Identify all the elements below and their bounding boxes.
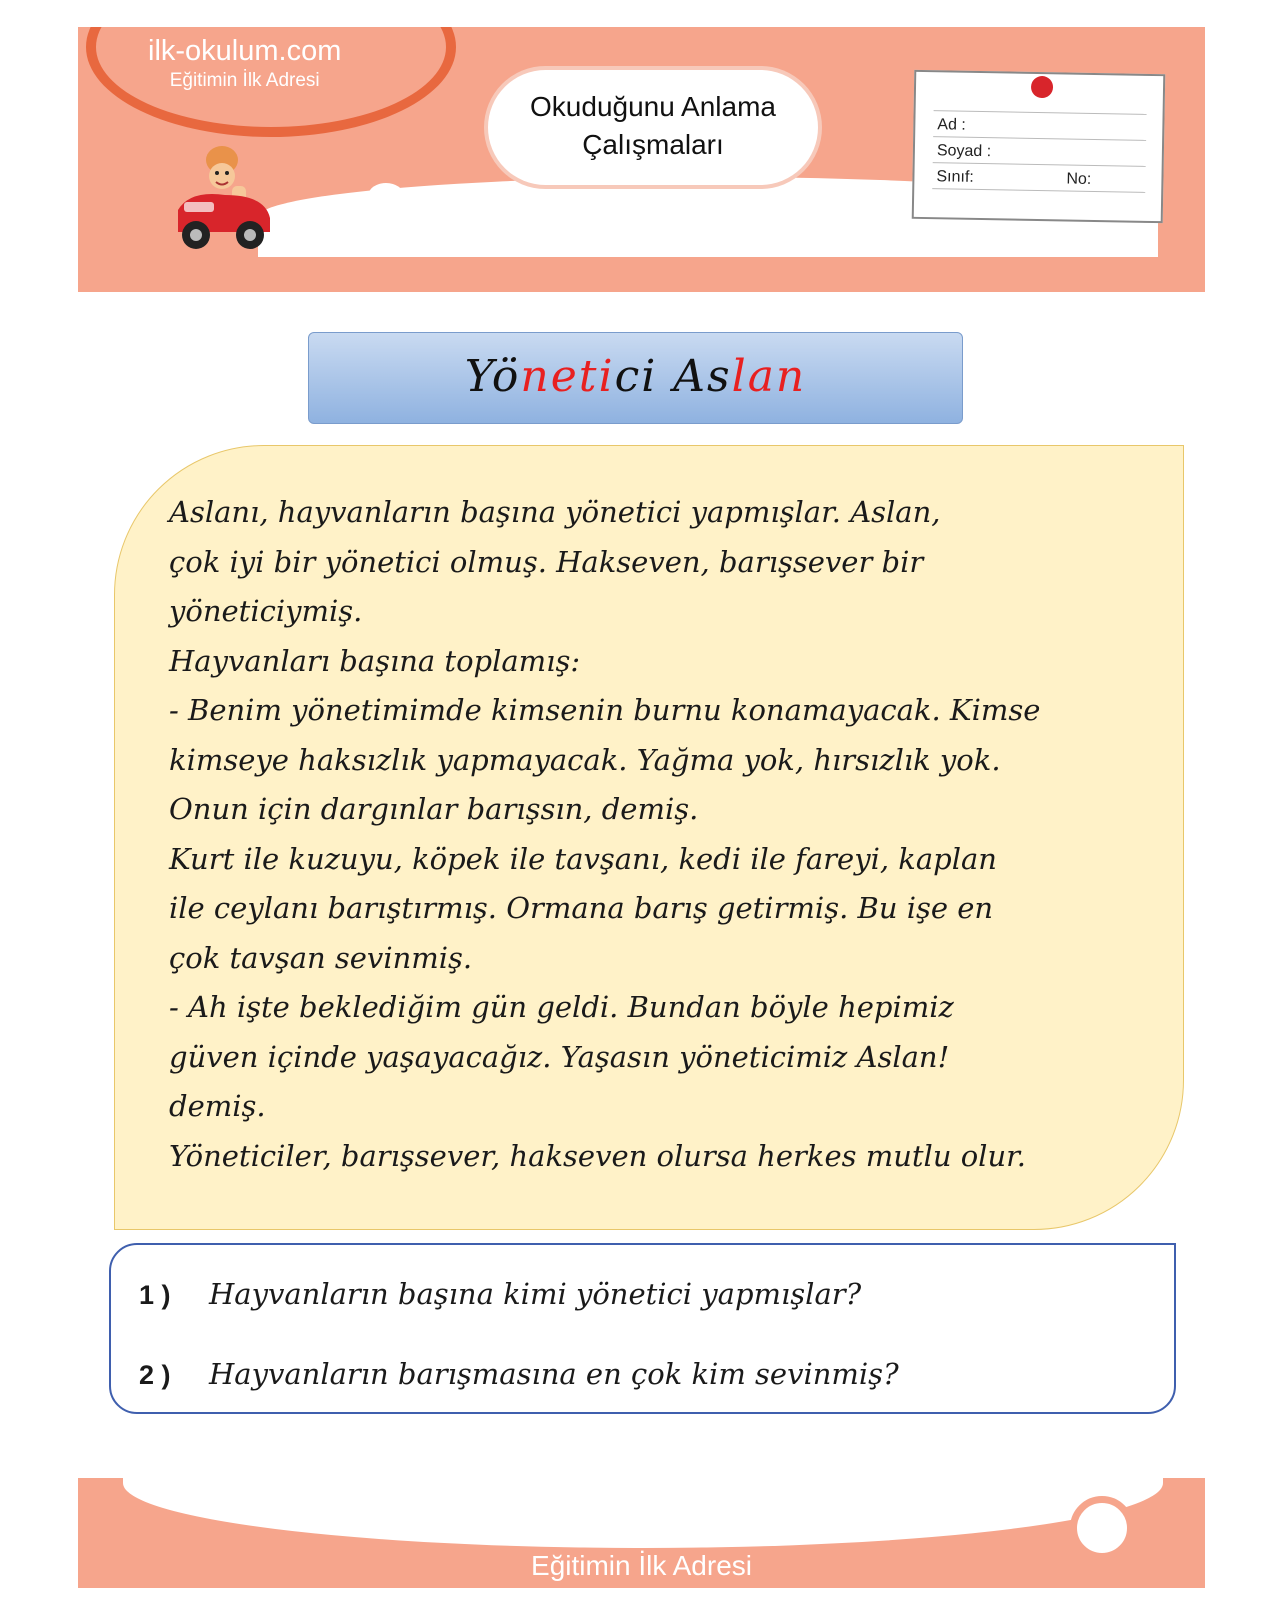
title-part: neti — [520, 351, 615, 402]
story-line: Kurt ile kuzuyu, köpek ile tavşanı, kedi ile fareyi, kaplan — [169, 841, 997, 876]
story-line: - Ah işte beklediğim gün geldi. Bundan böyle hepimiz — [169, 990, 954, 1024]
title-part: ci — [614, 351, 658, 402]
logo-tagline: Eğitimin İlk Adresi — [169, 70, 320, 91]
card-rule — [934, 110, 1147, 115]
question-number: 1 ) — [139, 1280, 171, 1310]
class-line[interactable] — [932, 188, 1145, 193]
footer-site-name[interactable]: ilk-okulum.com — [501, 1500, 782, 1547]
story-line: güven içinde yaşayacağız. Yaşasın yöneticimiz Aslan! — [169, 1039, 950, 1074]
story-line: çok iyi bir yönetici olmuş. Hakseven, barışsever bir — [169, 544, 924, 579]
story-line: kimseye haksızlık yapmayacak. Yağma yok, hırsızlık yok. — [169, 742, 1001, 777]
story-text — [169, 488, 1143, 1181]
title-part: lan — [731, 351, 807, 402]
title-part: Yö — [464, 351, 521, 402]
class-label: Sınıf: — [936, 168, 974, 186]
story-line: çok tavşan sevinmiş. — [169, 940, 473, 975]
question-item — [139, 1357, 899, 1391]
thought-bubble-small — [285, 222, 301, 236]
name-label: Ad : — [937, 116, 966, 134]
story-line: demiş. — [169, 1089, 266, 1123]
story-panel — [114, 445, 1184, 1230]
story-title — [309, 351, 962, 402]
question-number: 2 ) — [139, 1360, 171, 1390]
story-line: ile ceylanı barıştırmış. Ormana barış getirmiş. Bu işe en — [169, 891, 994, 925]
question-text: Hayvanların barışmasına en çok kim sevinmiş? — [209, 1357, 899, 1391]
story-line: Yöneticiler, barışsever, hakseven olursa herkes mutlu olur. — [169, 1138, 1027, 1173]
questions-panel — [109, 1243, 1176, 1414]
story-line: Onun için dargınlar barışsın, demiş. — [169, 792, 699, 826]
number-label: No: — [1066, 170, 1092, 188]
footer-tagline: Eğitimin İlk Adresi — [531, 1550, 752, 1581]
name-line[interactable] — [933, 136, 1146, 141]
story-line: Hayvanları başına toplamış: — [169, 643, 581, 678]
worksheet-title-line2: Çalışmaları — [582, 129, 724, 160]
thought-bubble-large — [368, 183, 404, 209]
pushpin-icon — [1031, 76, 1053, 98]
story-line: yöneticiymiş. — [169, 594, 363, 628]
cartoon-car-icon — [170, 140, 280, 260]
student-info-card — [912, 70, 1166, 223]
thought-bubble-medium — [332, 198, 360, 219]
story-line: Aslanı, hayvanların başına yönetici yapmışlar. Aslan, — [169, 495, 941, 529]
logo[interactable] — [148, 35, 341, 92]
story-line: - Benim yönetimimde kimsenin burnu konamayacak. Kimse — [169, 693, 1041, 727]
thought-bubble-small — [305, 210, 327, 227]
question-text: Hayvanların başına kimi yönetici yapmışlar? — [209, 1277, 862, 1311]
title-part: As — [657, 351, 732, 402]
surname-label: Soyad : — [936, 142, 992, 161]
page-footer — [78, 1478, 1205, 1588]
surname-line[interactable] — [933, 162, 1146, 167]
worksheet-title-cloud — [488, 70, 818, 185]
worksheet-title-line1: Okuduğunu Anlama — [530, 91, 776, 122]
story-title-banner — [308, 332, 963, 424]
logo-site-name: ilk-okulum.com — [148, 35, 342, 67]
question-item — [139, 1277, 861, 1311]
